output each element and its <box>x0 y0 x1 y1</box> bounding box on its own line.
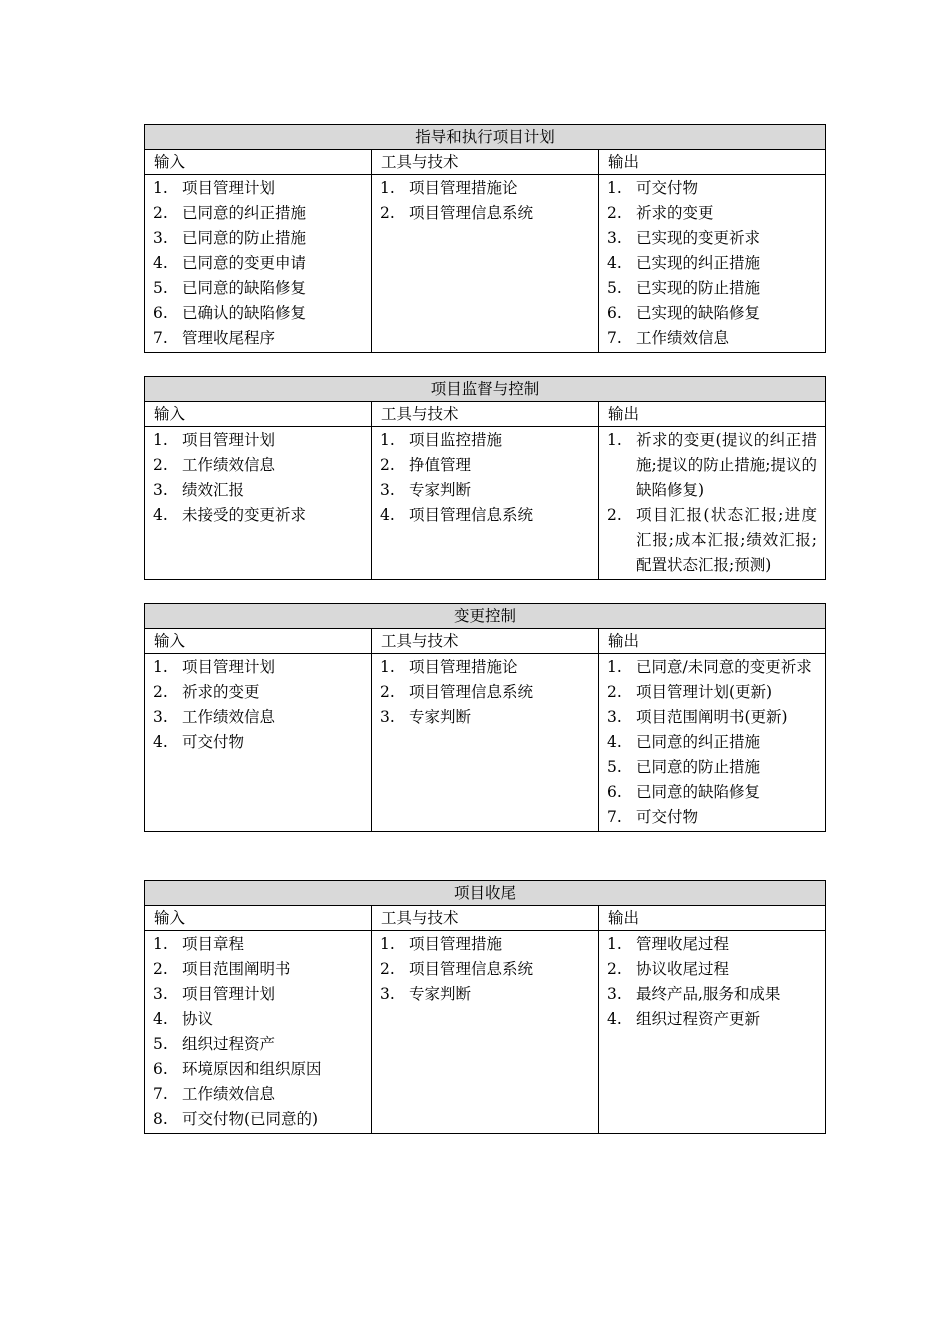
item-number: 6. <box>607 304 622 322</box>
list-item <box>153 1032 363 1057</box>
item-number: 4. <box>153 254 168 272</box>
item-number: 5. <box>607 758 622 776</box>
item-number: 4. <box>380 506 395 524</box>
process-table-monitor-control <box>144 376 826 580</box>
item-number: 6. <box>607 783 622 801</box>
item-number: 2. <box>380 204 395 222</box>
item-text: 已实现的变更祈求 <box>636 229 761 247</box>
item-text: 可交付物 <box>182 733 245 751</box>
item-text: 专家判断 <box>409 708 472 726</box>
item-text: 协议收尾过程 <box>636 960 730 978</box>
item-number: 3. <box>380 481 395 499</box>
item-number: 5. <box>153 1035 168 1053</box>
item-text: 已同意的防止措施 <box>182 229 307 247</box>
item-text: 环境原因和组织原因 <box>182 1060 322 1078</box>
list-item <box>153 326 363 351</box>
header-tools: 工具与技术 <box>372 906 599 931</box>
list-item <box>607 503 817 578</box>
list-item <box>153 957 363 982</box>
item-number: 2. <box>380 683 395 701</box>
item-text: 项目管理信息系统 <box>409 683 534 701</box>
list-item <box>607 932 817 957</box>
list-item <box>153 1057 363 1082</box>
list-item <box>380 982 590 1007</box>
item-text: 已同意的变更申请 <box>182 254 307 272</box>
item-text: 挣值管理 <box>409 456 472 474</box>
input-list <box>153 655 363 755</box>
item-text: 绩效汇报 <box>182 481 245 499</box>
tools-list <box>380 655 590 730</box>
tools-list <box>380 176 590 226</box>
table-title: 项目监督与控制 <box>145 377 826 402</box>
output-list <box>607 428 817 578</box>
list-item <box>607 251 817 276</box>
list-item <box>607 655 817 680</box>
input-list-cell <box>145 654 372 832</box>
item-text: 已实现的防止措施 <box>636 279 761 297</box>
header-tools: 工具与技术 <box>372 402 599 427</box>
item-text: 已确认的缺陷修复 <box>182 304 307 322</box>
list-item <box>153 982 363 1007</box>
list-item <box>607 428 817 503</box>
item-text: 专家判断 <box>409 481 472 499</box>
item-text: 祈求的变更(提议的纠正措施;提议的防止措施;提议的缺陷修复) <box>636 431 818 499</box>
item-text: 项目范围阐明书(更新) <box>636 708 788 726</box>
item-number: 2. <box>607 204 622 222</box>
item-text: 专家判断 <box>409 985 472 1003</box>
item-number: 1. <box>380 431 395 449</box>
list-item <box>153 478 363 503</box>
item-text: 已实现的缺陷修复 <box>636 304 761 322</box>
item-text: 工作绩效信息 <box>182 708 276 726</box>
list-item <box>153 301 363 326</box>
list-item <box>153 201 363 226</box>
item-text: 项目管理信息系统 <box>409 204 534 222</box>
item-text: 已同意的纠正措施 <box>182 204 307 222</box>
header-input: 输入 <box>145 906 372 931</box>
list-item <box>607 705 817 730</box>
item-text: 项目汇报(状态汇报;进度汇报;成本汇报;绩效汇报;配置状态汇报;预测) <box>636 506 818 574</box>
item-text: 项目管理计划 <box>182 985 276 1003</box>
item-number: 2. <box>153 456 168 474</box>
list-item <box>607 680 817 705</box>
tools-list-cell <box>372 427 599 580</box>
list-item <box>607 276 817 301</box>
item-text: 工作绩效信息 <box>636 329 730 347</box>
list-item <box>380 655 590 680</box>
item-number: 4. <box>153 733 168 751</box>
list-item <box>607 226 817 251</box>
item-text: 管理收尾过程 <box>636 935 730 953</box>
list-item <box>153 226 363 251</box>
output-list <box>607 932 817 1032</box>
item-text: 项目管理计划 <box>182 658 276 676</box>
item-number: 3. <box>153 229 168 247</box>
header-input: 输入 <box>145 150 372 175</box>
list-item <box>153 932 363 957</box>
list-item <box>380 453 590 478</box>
input-list-cell <box>145 427 372 580</box>
list-item <box>607 780 817 805</box>
item-number: 1. <box>607 935 622 953</box>
list-item <box>380 503 590 528</box>
list-item <box>607 201 817 226</box>
item-number: 5. <box>607 279 622 297</box>
item-number: 6. <box>153 304 168 322</box>
list-item <box>607 805 817 830</box>
item-number: 7. <box>607 329 622 347</box>
list-item <box>153 453 363 478</box>
input-list <box>153 176 363 351</box>
item-number: 3. <box>380 708 395 726</box>
item-number: 1. <box>153 179 168 197</box>
item-number: 4. <box>153 1010 168 1028</box>
output-list <box>607 655 817 830</box>
item-number: 3. <box>607 708 622 726</box>
input-list <box>153 428 363 528</box>
list-item <box>153 655 363 680</box>
item-number: 1. <box>607 431 622 449</box>
item-text: 组织过程资产 <box>182 1035 276 1053</box>
output-list-cell <box>599 175 826 353</box>
item-number: 3. <box>607 985 622 1003</box>
list-item <box>380 176 590 201</box>
item-number: 2. <box>153 683 168 701</box>
item-text: 项目管理信息系统 <box>409 506 534 524</box>
list-item <box>153 428 363 453</box>
input-list-cell <box>145 931 372 1134</box>
list-item <box>153 503 363 528</box>
item-number: 6. <box>153 1060 168 1078</box>
item-text: 祈求的变更 <box>182 683 260 701</box>
list-item <box>153 251 363 276</box>
item-number: 4. <box>607 733 622 751</box>
item-number: 1. <box>153 935 168 953</box>
item-number: 1. <box>153 431 168 449</box>
item-text: 已同意的缺陷修复 <box>636 783 761 801</box>
item-number: 1. <box>380 935 395 953</box>
item-number: 4. <box>607 1010 622 1028</box>
header-input: 输入 <box>145 629 372 654</box>
list-item <box>607 755 817 780</box>
item-number: 2. <box>380 960 395 978</box>
item-text: 项目章程 <box>182 935 245 953</box>
item-number: 2. <box>153 204 168 222</box>
list-item <box>380 428 590 453</box>
item-number: 3. <box>380 985 395 1003</box>
list-item <box>607 982 817 1007</box>
output-list <box>607 176 817 351</box>
list-item <box>153 1007 363 1032</box>
item-text: 已实现的纠正措施 <box>636 254 761 272</box>
list-item <box>380 957 590 982</box>
list-item <box>607 957 817 982</box>
item-text: 可交付物(已同意的) <box>182 1110 319 1128</box>
item-text: 项目管理措施论 <box>409 179 518 197</box>
item-text: 项目管理计划(更新) <box>636 683 773 701</box>
item-number: 2. <box>607 960 622 978</box>
item-number: 3. <box>153 708 168 726</box>
item-text: 项目管理信息系统 <box>409 960 534 978</box>
item-number: 2. <box>380 456 395 474</box>
item-text: 祈求的变更 <box>636 204 714 222</box>
header-tools: 工具与技术 <box>372 629 599 654</box>
list-item <box>380 478 590 503</box>
header-output: 输出 <box>599 150 826 175</box>
header-output: 输出 <box>599 906 826 931</box>
item-number: 3. <box>153 481 168 499</box>
list-item <box>153 730 363 755</box>
item-text: 工作绩效信息 <box>182 456 276 474</box>
output-list-cell <box>599 654 826 832</box>
item-number: 7. <box>153 1085 168 1103</box>
header-output: 输出 <box>599 402 826 427</box>
item-number: 1. <box>153 658 168 676</box>
table-title: 变更控制 <box>145 604 826 629</box>
item-text: 项目管理措施论 <box>409 658 518 676</box>
item-text: 项目监控措施 <box>409 431 503 449</box>
item-text: 已同意的防止措施 <box>636 758 761 776</box>
input-list-cell <box>145 175 372 353</box>
item-text: 组织过程资产更新 <box>636 1010 761 1028</box>
header-tools: 工具与技术 <box>372 150 599 175</box>
tools-list <box>380 932 590 1007</box>
item-text: 项目范围阐明书 <box>182 960 291 978</box>
list-item <box>153 176 363 201</box>
list-item <box>153 680 363 705</box>
item-text: 工作绩效信息 <box>182 1085 276 1103</box>
item-number: 4. <box>607 254 622 272</box>
item-number: 1. <box>607 179 622 197</box>
item-text: 项目管理计划 <box>182 179 276 197</box>
item-text: 已同意的缺陷修复 <box>182 279 307 297</box>
item-text: 已同意的纠正措施 <box>636 733 761 751</box>
list-item <box>607 730 817 755</box>
item-number: 7. <box>607 808 622 826</box>
process-table-direct-execute <box>144 124 826 353</box>
item-number: 5. <box>153 279 168 297</box>
item-number: 2. <box>153 960 168 978</box>
list-item <box>607 1007 817 1032</box>
header-output: 输出 <box>599 629 826 654</box>
item-text: 管理收尾程序 <box>182 329 276 347</box>
item-number: 3. <box>607 229 622 247</box>
item-number: 1. <box>607 658 622 676</box>
tools-list <box>380 428 590 528</box>
item-number: 2. <box>607 683 622 701</box>
process-table-project-closure <box>144 880 826 1134</box>
item-text: 可交付物 <box>636 808 699 826</box>
item-text: 已同意/未同意的变更祈求 <box>636 658 812 676</box>
item-number: 8. <box>153 1110 168 1128</box>
item-text: 最终产品,服务和成果 <box>636 985 781 1003</box>
output-list-cell <box>599 427 826 580</box>
list-item <box>607 176 817 201</box>
list-item <box>380 201 590 226</box>
list-item <box>380 680 590 705</box>
item-text: 项目管理措施 <box>409 935 503 953</box>
item-number: 7. <box>153 329 168 347</box>
list-item <box>607 326 817 351</box>
tools-list-cell <box>372 175 599 353</box>
list-item <box>153 705 363 730</box>
tools-list-cell <box>372 931 599 1134</box>
list-item <box>153 1107 363 1132</box>
item-text: 未接受的变更祈求 <box>182 506 307 524</box>
item-number: 1. <box>380 179 395 197</box>
header-input: 输入 <box>145 402 372 427</box>
list-item <box>380 705 590 730</box>
item-number: 1. <box>380 658 395 676</box>
item-number: 4. <box>153 506 168 524</box>
list-item <box>607 301 817 326</box>
item-text: 项目管理计划 <box>182 431 276 449</box>
item-number: 3. <box>153 985 168 1003</box>
process-table-change-control <box>144 603 826 832</box>
output-list-cell <box>599 931 826 1134</box>
item-text: 协议 <box>182 1010 214 1028</box>
item-text: 可交付物 <box>636 179 699 197</box>
list-item <box>153 1082 363 1107</box>
list-item <box>380 932 590 957</box>
tools-list-cell <box>372 654 599 832</box>
list-item <box>153 276 363 301</box>
table-title: 指导和执行项目计划 <box>145 125 826 150</box>
input-list <box>153 932 363 1132</box>
table-title: 项目收尾 <box>145 881 826 906</box>
item-number: 2. <box>607 506 622 524</box>
